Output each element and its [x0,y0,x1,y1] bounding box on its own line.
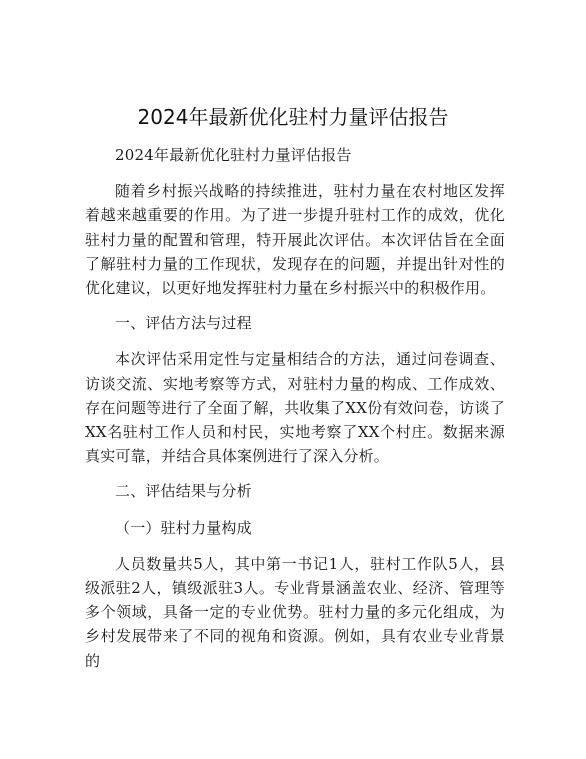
section-heading-results: 二、评估结果与分析 [115,482,252,501]
document-title: 2024年最新优化驻村力量评估报告 [137,105,449,129]
paragraph-methods: 本次评估采用定性与定量相结合的方法，通过问卷调查、访谈交流、实地考察等方式，对驻村力量的构成、工作成效、存在问题等进行了全面了解，共收集了XX份有效问卷，访谈了XX名驻村工作人员和村民，实地考察了XX个村庄。数据来源真实可靠，并结合具体案例进行了深入分析。 [85,350,505,466]
document-body [85,143,505,684]
paragraph-intro: 随着乡村振兴战略的持续推进，驻村力量在农村地区发挥着越来越重要的作用。为了进一步提升驻村工作的成效，优化驻村力量的配置和管理，特开展此次评估。本次评估旨在全面了解驻村力量的工作现状，发现存在的问题，并提出针对性的优化建议，以更好地发挥驻村力量在乡村振兴中的积极作用。 [85,182,505,298]
subsection-heading-composition: （一）驻村力量构成 [115,518,252,537]
document-subtitle: 2024年最新优化驻村力量评估报告 [115,146,352,164]
paragraph-composition: 人员数量共5人，其中第一书记1人，驻村工作队5人，县级派驻2人，镇级派驻3人。专业背景涵盖农业、经济、管理等多个领域，具备一定的专业优势。驻村力量的多元化组成，为乡村发展带来了不同的视角和资源。例如，具有农业专业背景的 [85,554,505,670]
section-heading-methods: 一、评估方法与过程 [115,314,252,333]
